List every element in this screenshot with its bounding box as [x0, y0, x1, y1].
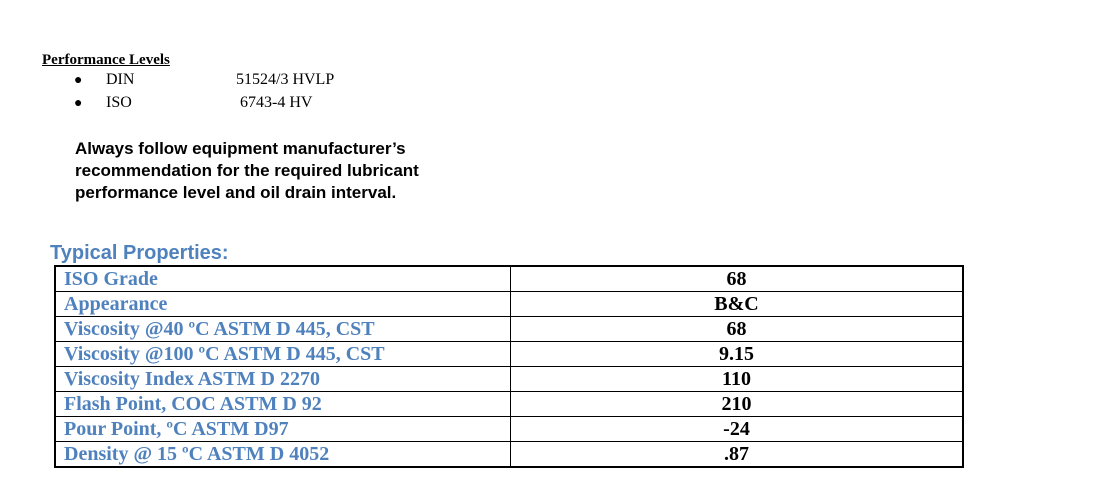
performance-standard: ISO: [106, 94, 132, 111]
table-row: [55, 367, 963, 392]
table-row: [55, 317, 963, 342]
performance-spec: 6743-4 HV: [240, 94, 313, 111]
property-name: Density @ 15 ºC ASTM D 4052: [55, 442, 511, 468]
property-name: Pour Point, ºC ASTM D97: [55, 417, 511, 442]
performance-levels-title: Performance Levels: [42, 52, 170, 68]
recommendation-note: [75, 138, 495, 204]
note-line: Always follow equipment manufacturer’s: [75, 139, 406, 158]
property-name: Appearance: [55, 292, 511, 317]
table-row: [55, 342, 963, 367]
table-row: [55, 266, 963, 292]
property-value: 68: [511, 317, 964, 342]
table-row: [55, 417, 963, 442]
typical-properties-table: [54, 265, 964, 468]
property-name: Flash Point, COC ASTM D 92: [55, 392, 511, 417]
table-row: [55, 292, 963, 317]
property-value: 9.15: [511, 342, 964, 367]
property-value: -24: [511, 417, 964, 442]
property-name: ISO Grade: [55, 266, 511, 292]
bullet-icon: ●: [74, 96, 83, 111]
property-name: Viscosity Index ASTM D 2270: [55, 367, 511, 392]
performance-spec: 51524/3 HVLP: [236, 71, 335, 88]
property-name: Viscosity @100 ºC ASTM D 445, CST: [55, 342, 511, 367]
property-value: B&C: [511, 292, 964, 317]
bullet-icon: ●: [74, 73, 83, 88]
typical-properties-title: Typical Properties:: [50, 242, 229, 264]
property-value: 110: [511, 367, 964, 392]
property-value: 210: [511, 392, 964, 417]
note-line: recommendation for the required lubricant: [75, 161, 419, 180]
property-value: 68: [511, 266, 964, 292]
property-value: .87: [511, 442, 964, 468]
performance-standard: DIN: [106, 71, 135, 88]
note-line: performance level and oil drain interval.: [75, 183, 397, 202]
table-row: [55, 442, 963, 468]
property-name: Viscosity @40 ºC ASTM D 445, CST: [55, 317, 511, 342]
table-row: [55, 392, 963, 417]
